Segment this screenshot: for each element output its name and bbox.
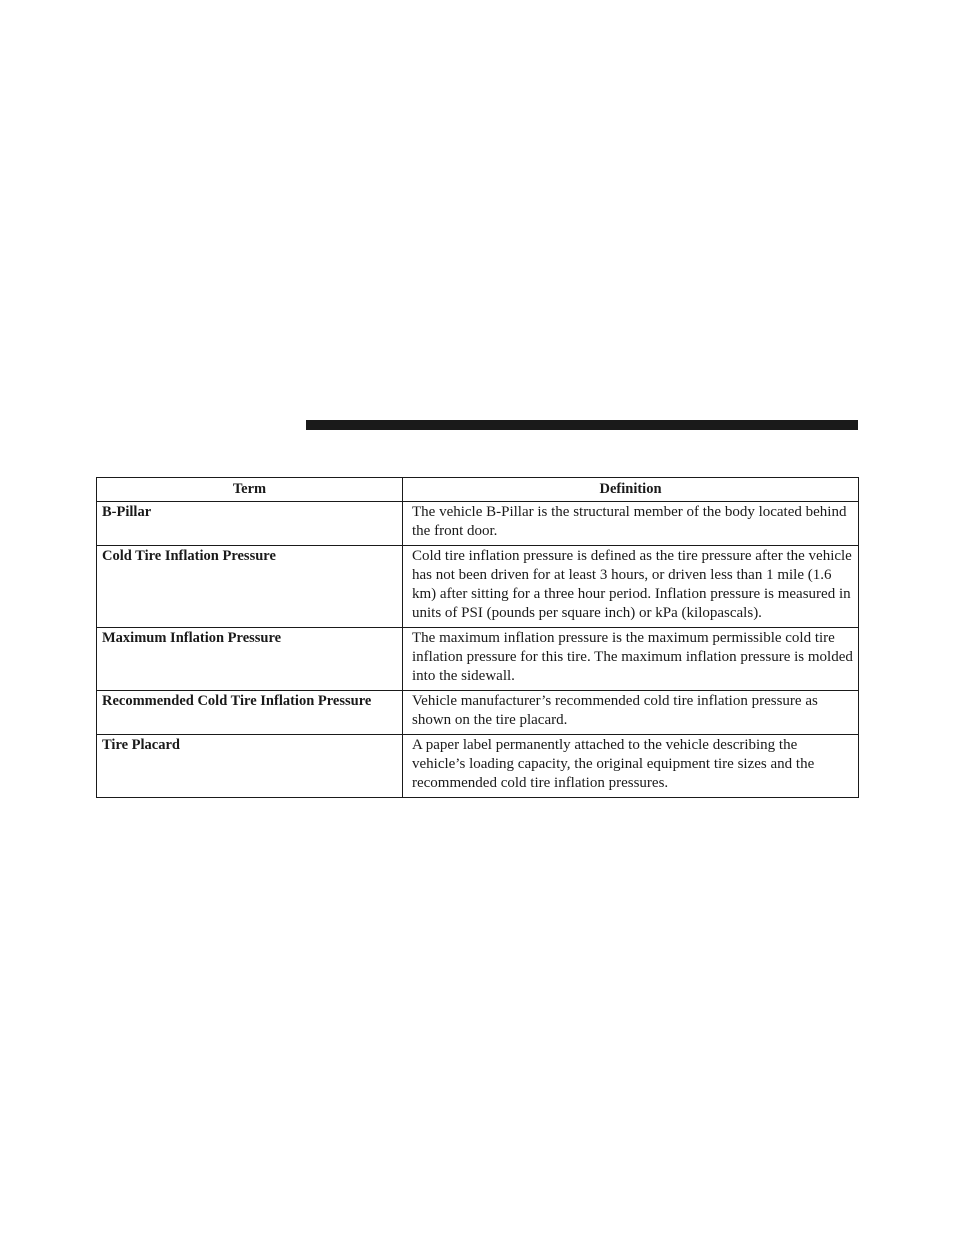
definition-cell: Vehicle manufacturer’s recommended cold tire inflation pressure as shown on the tire placard. (403, 691, 859, 735)
term-cell: Recommended Cold Tire Inflation Pressure (97, 691, 403, 735)
table-header-row (97, 478, 859, 502)
table-row (97, 546, 859, 628)
definition-cell: A paper label permanently attached to the vehicle describing the vehicle’s loading capacity, the original equipment tire sizes and the recommended cold tire inflation pressures. (403, 735, 859, 798)
table-row (97, 502, 859, 546)
table-row (97, 735, 859, 798)
table-row (97, 691, 859, 735)
term-cell: Cold Tire Inflation Pressure (97, 546, 403, 628)
definition-cell: The maximum inflation pressure is the maximum permissible cold tire inflation pressure for this tire. The maximum inflation pressure is molded into the sidewall. (403, 628, 859, 691)
term-cell: B-Pillar (97, 502, 403, 546)
tire-terms-table (96, 477, 859, 798)
term-cell: Maximum Inflation Pressure (97, 628, 403, 691)
definition-cell: Cold tire inflation pressure is defined as the tire pressure after the vehicle has not been driven for at least 3 hours, or driven less than 1 mile (1.6 km) after sitting for a three hour period. Inflation pressure is measured in units of PSI (pounds per square inch) or kPa (kilopascals). (403, 546, 859, 628)
term-cell: Tire Placard (97, 735, 403, 798)
section-header-rule (306, 420, 858, 430)
definition-cell: The vehicle B-Pillar is the structural member of the body located behind the front door. (403, 502, 859, 546)
definition-column-header: Definition (403, 478, 859, 502)
table-row (97, 628, 859, 691)
term-column-header: Term (97, 478, 403, 502)
